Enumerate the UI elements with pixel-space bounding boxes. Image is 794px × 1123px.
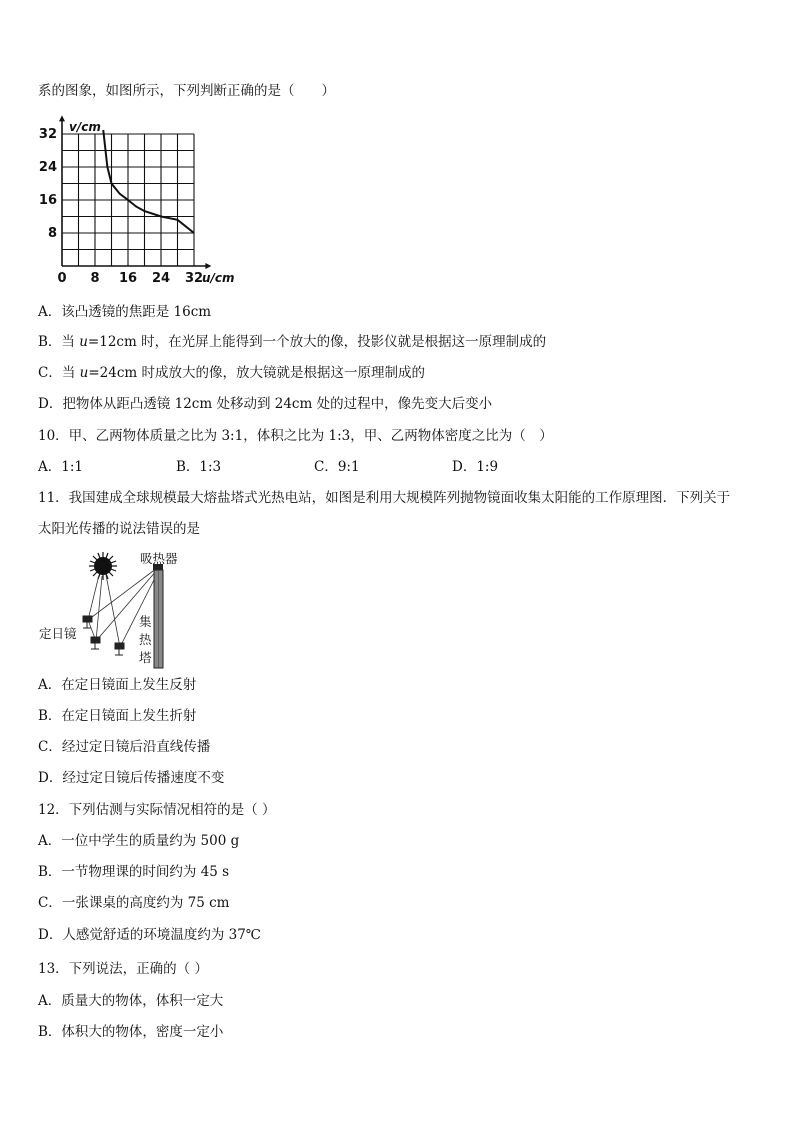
y-axis-arrow	[59, 115, 65, 121]
x-axis-arrow	[205, 263, 211, 269]
question-12-stem: 12．下列估测与实际情况相符的是（ ）	[38, 802, 276, 818]
option-d: D．人感觉舒适的环境温度约为 37℃	[38, 927, 261, 943]
graph-svg	[36, 114, 251, 286]
option-d: D．经过定日镜后传播速度不变	[38, 770, 225, 786]
option-c: C．经过定日镜后沿直线传播	[38, 739, 211, 755]
option-b: B．在定日镜面上发生折射	[38, 708, 197, 724]
y-tick-label: 16	[38, 193, 57, 208]
y-tick-label: 8	[47, 226, 57, 241]
option-a: A．1:1	[38, 459, 83, 475]
tower-label-3: 塔	[139, 650, 152, 665]
sun-icon	[89, 552, 117, 580]
y-axis-label: v/cm	[69, 120, 101, 134]
option-c: C．一张课桌的高度约为 75 cm	[38, 895, 230, 911]
question-11-stem: 11．我国建成全球规模最大熔盐塔式光热电站，如图是利用大规模阵列抛物镜面收集太阳能的工作原理图．下列关于	[38, 490, 731, 506]
option-b: B．体积大的物体，密度一定小	[38, 1024, 224, 1040]
option-a: A．质量大的物体，体积一定大	[38, 993, 224, 1009]
option-c: C．当 u=24cm 时成放大的像，放大镜就是根据这一原理制成的	[38, 365, 425, 381]
option-b: B．1:3	[176, 459, 222, 475]
question-13-stem: 13．下列说法，正确的（ ）	[38, 961, 208, 977]
solar-tower-figure	[36, 548, 196, 674]
x-tick-label: 24	[151, 271, 171, 286]
tower-icon	[153, 564, 163, 668]
question-stem-continuation: 系的图象，如图所示，下列判断正确的是（ ）	[38, 83, 335, 99]
data-curve	[103, 130, 194, 233]
option-a: A．在定日镜面上发生反射	[38, 677, 197, 693]
option-b: B．一节物理课的时间约为 45 s	[38, 864, 230, 880]
option-d: D．把物体从距凸透镜 12cm 处移动到 24cm 处的过程中，像先变大后变小	[38, 396, 493, 412]
x-tick-label: 32	[184, 271, 204, 286]
option-c: C．9:1	[314, 459, 360, 475]
question-11-stem-cont: 太阳光传播的说法错误的是	[38, 521, 200, 537]
x-tick-label: 0	[57, 271, 67, 286]
x-axis-label: u/cm	[202, 271, 235, 285]
x-tick-label: 16	[118, 271, 138, 286]
y-tick-label: 32	[38, 127, 57, 142]
tower-label-2: 热	[139, 632, 152, 647]
heliostat-label: 定日镜	[39, 626, 77, 641]
question-10-stem: 10．甲、乙两物体质量之比为 3:1，体积之比为 1:3，甲、乙两物体密度之比为（ ）	[38, 428, 553, 444]
option-a: A．一位中学生的质量约为 500 g	[38, 833, 240, 849]
image-distance-graph	[36, 114, 251, 290]
absorber-label: 吸热器	[140, 551, 178, 566]
tower-label-1: 集	[139, 614, 152, 629]
option-b: B．当 u=12cm 时，在光屏上能得到一个放大的像，投影仪就是根据这一原理制成的	[38, 334, 547, 350]
y-tick-label: 24	[38, 160, 57, 175]
x-tick-label: 8	[90, 271, 100, 286]
option-d: D．1:9	[452, 459, 499, 475]
option-a: A．该凸透镜的焦距是 16cm	[38, 304, 212, 320]
question-10-options	[38, 458, 738, 476]
